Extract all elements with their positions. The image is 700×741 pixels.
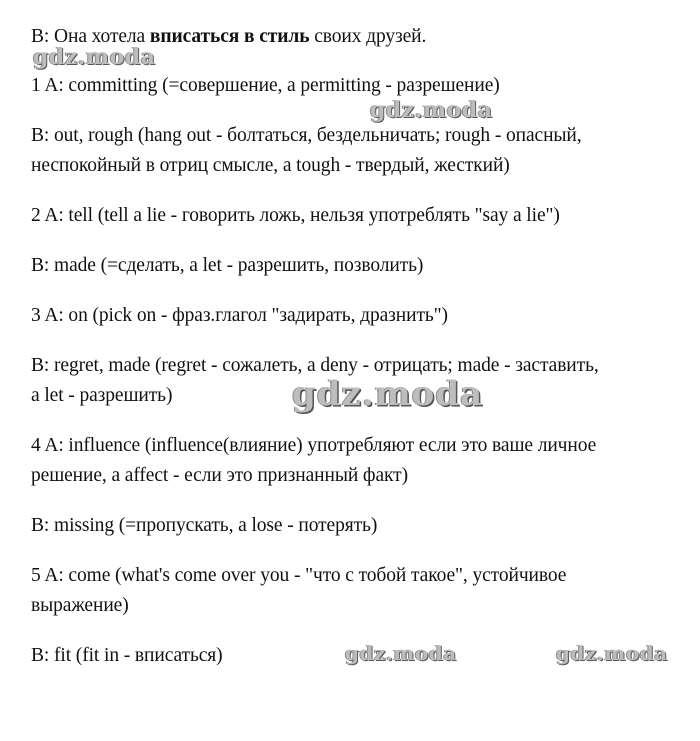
answer-line-5: B: made (=сделать, а let - разрешить, позволить): [31, 255, 424, 276]
line-0-bold: вписаться в стиль: [149, 26, 310, 47]
line-0-post: своих друзей.: [309, 26, 427, 47]
watermark-logo: gdz.moda: [345, 641, 457, 665]
answer-line-8: а let - разрешить): [31, 385, 173, 406]
answer-line-3: неспокойный в отриц смысле, а tough - твердый, жесткий): [31, 155, 510, 176]
answer-line-2: B: out, rough (hang out - болтаться, бездельничать; rough - опасный,: [31, 125, 582, 146]
watermark-logo: gdz.moda: [556, 641, 668, 665]
answer-line-11: B: missing (=пропускать, а lose - потерять): [31, 515, 378, 536]
answer-line-12: 5 A: come (what's come over you - "что с тобой такое", устойчивое: [31, 565, 567, 586]
answer-line-9: 4 A: influence (influence(влияние) употребляют если это ваше личное: [31, 435, 597, 456]
answer-line-10: решение, а affect - если это признанный факт): [31, 465, 408, 486]
answer-line-7: B: regret, made (regret - сожалеть, а deny - отрицать; made - заставить,: [31, 355, 599, 376]
answer-line-14: B: fit (fit in - вписаться): [31, 645, 223, 666]
watermark-logo: gdz.moda: [370, 97, 493, 123]
answer-line-4: 2 A: tell (tell a lie - говорить ложь, нельзя употреблять "say a lie"): [31, 205, 560, 226]
answer-line-13: выражение): [31, 595, 129, 616]
answer-line-6: 3 A: on (pick on - фраз.глагол "задирать, дразнить"): [31, 305, 448, 326]
answer-line-1: 1 A: committing (=совершение, а permitting - разрешение): [31, 75, 500, 96]
watermark-logo: gdz.moda: [292, 374, 484, 414]
watermark-logo: gdz.moda: [33, 44, 156, 70]
line-0-pre: B: Она хотела: [31, 26, 150, 47]
